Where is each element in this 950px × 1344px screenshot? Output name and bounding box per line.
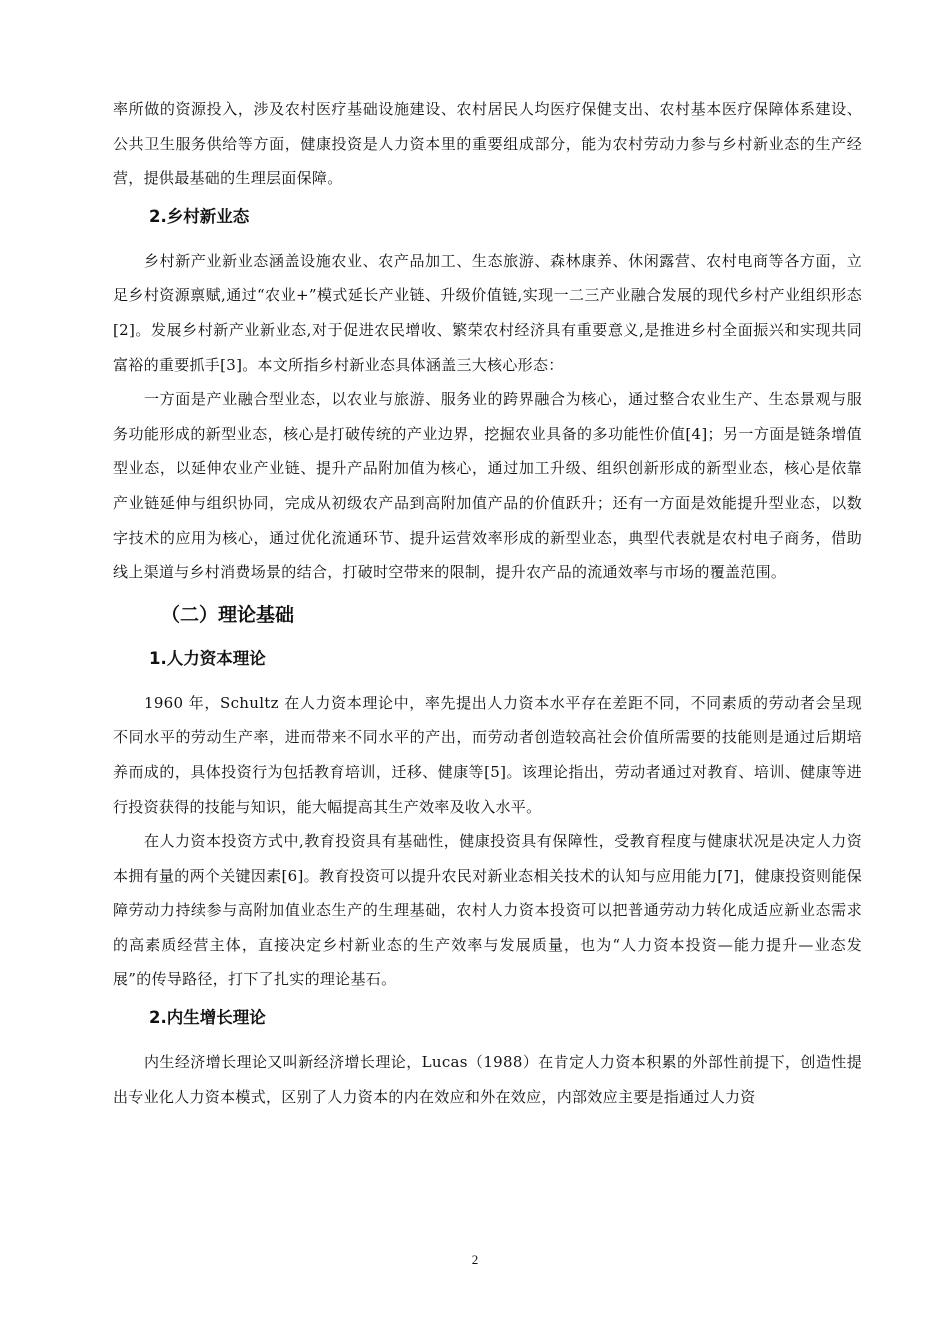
paragraph-health-investment: 率所做的资源投入，涉及农村医疗基础设施建设、农村居民人均医疗保健支出、农村基本医疗保障体系建设、公共卫生服务供给等方面，健康投资是人力资本里的重要组成部分，能为农村劳动力参与乡村新业态的生产经营，提供最基础的生理层面保障。 [113,100,862,188]
paragraph-investment-methods: 在人力资本投资方式中,教育投资具有基础性，健康投资具有保障性，受教育程度与健康状况是决定人力资本拥有量的两个关键因素[6]。教育投资可以提升农民对新业态相关技术的认知与应用能力[7]，健康投资则能保障劳动力持续参与高附加值业态生产的生理基础，农村人力资本投资可以把普通劳动力转化成适应新业态需求的高素质经营主体，直接决定乡村新业态的生产效率与发展质量，也为“人力资本投资—能力提升—业态发展”的传导路径，打下了扎实的理论基石。 [113,832,862,989]
document-body [113,92,862,1114]
paragraph-schultz: 1960 年，Schultz 在人力资本理论中，率先提出人力资本水平存在差距不同，不同素质的劳动者会呈现不同水平的劳动生产率，进而带来不同水平的产出，而劳动者创造较高社会价值所需要的技能则是通过后期培养而成的，具体投资行为包括教育培训，迁移、健康等[5]。该理论指出，劳动者通过对教育、培训、健康等进行投资获得的技能与知识，能大幅提高其生产效率及收入水平。 [113,693,862,816]
section-heading-theory: （二）理论基础 [161,603,295,626]
paragraph-three-core-formats: 一方面是产业融合型业态，以农业与旅游、服务业的跨界融合为核心，通过整合农业生产、生态景观与服务功能形成的新型业态，核心是打破传统的产业边界，挖掘农业具备的多功能性价值[4]；另一方面是链条增值型业态，以延伸农业产业链、提升产品附加值为核心，通过加工升级、组织创新形成的新型业态，核心是依靠产业链延伸与组织协同，完成从初级农产品到高附加值产品的价值跃升；还有一方面是效能提升型业态，以数字技术的应用为核心，通过优化流通环节、提升运营效率形成的新型业态，典型代表就是农村电子商务，借助线上渠道与乡村消费场景的结合，打破时空带来的限制，提升农产品的流通效率与市场的覆盖范围。 [113,390,862,582]
paragraph-lucas: 内生经济增长理论又叫新经济增长理论，Lucas（1988）在肯定人力资本积累的外部性前提下，创造性提出专业化人力资本模式，区别了人力资本的内在效应和外在效应，内部效应主要是指通过人力资 [113,1053,862,1106]
subheading-rural-new-formats: 2.乡村新业态 [149,206,250,226]
subheading-endogenous-growth: 2.内生增长理论 [149,1008,266,1028]
subheading-human-capital-theory: 1.人力资本理论 [149,648,266,668]
paragraph-new-formats-definition: 乡村新产业新业态涵盖设施农业、农产品加工、生态旅游、森林康养、休闲露营、农村电商等各方面，立足乡村资源禀赋,通过“农业+”模式延长产业链、升级价值链,实现一二三产业融合发展的现代乡村产业组织形态[2]。发展乡村新产业新业态,对于促进农民增收、繁荣农村经济具有重要意义,是推进乡村全面振兴和实现共同富裕的重要抓手[3]。本文所指乡村新业态具体涵盖三大核心形态： [113,251,862,374]
page-number: 2 [471,1252,479,1267]
